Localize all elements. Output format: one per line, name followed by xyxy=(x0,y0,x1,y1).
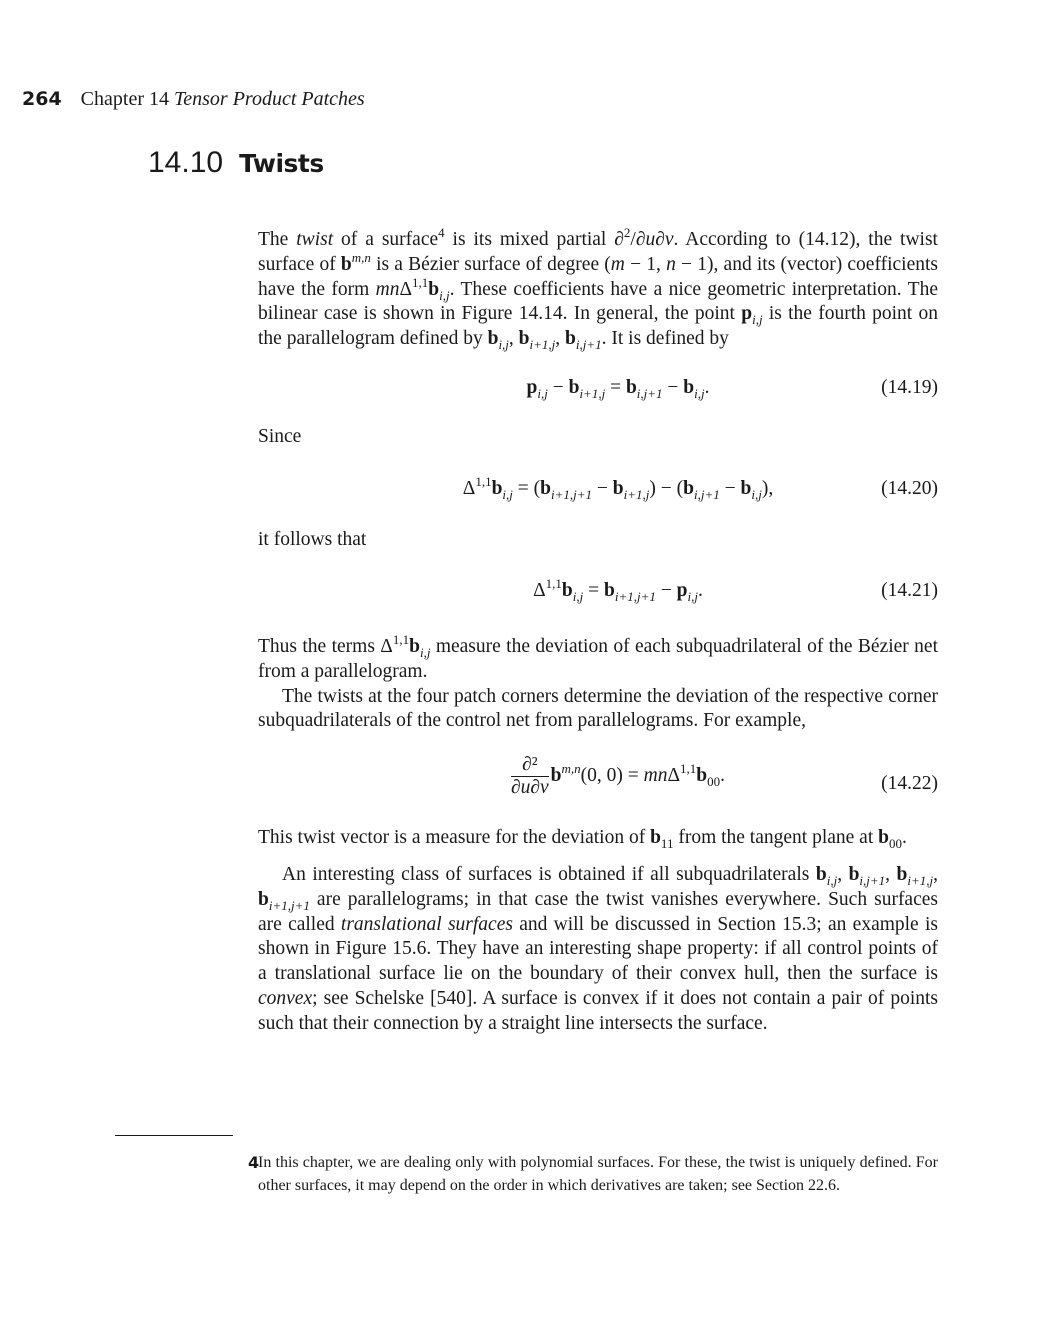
text-run: it follows that xyxy=(258,529,367,551)
text-run: b xyxy=(561,580,573,602)
equation-rhs xyxy=(550,761,726,790)
text-run: n xyxy=(666,253,676,275)
text-run: b xyxy=(878,827,889,849)
text-run: b xyxy=(696,765,708,787)
text-run: b xyxy=(625,376,637,398)
fraction xyxy=(511,754,549,799)
text-run: = xyxy=(583,580,605,602)
section-number: 14.10 xyxy=(148,146,224,179)
text-run: . xyxy=(720,765,726,787)
text-run: − xyxy=(662,376,684,398)
text-run: b xyxy=(740,477,752,499)
equation-expression xyxy=(471,754,725,799)
text-run: − xyxy=(719,477,741,499)
text-run: i,j+1 xyxy=(636,385,663,401)
text-run: b xyxy=(568,376,580,398)
text-run: p xyxy=(526,376,538,398)
text-run: i+1,j xyxy=(623,486,650,502)
text-run: from the tangent plane at xyxy=(673,827,879,849)
text-run: b xyxy=(550,765,562,787)
text-run: m,n xyxy=(561,761,581,777)
text-run: 1,1 xyxy=(392,631,410,647)
text-run: b xyxy=(604,580,615,602)
equation-number: (14.21) xyxy=(881,580,938,602)
text-run: 1,1 xyxy=(545,576,562,592)
body-text xyxy=(258,225,939,1037)
text-run: i+1,j xyxy=(579,385,606,401)
text-run: b xyxy=(340,253,352,275)
text-run: measure the deviation of each subquadrilateral of the Bézier net from a parallelogram. xyxy=(258,635,938,682)
text-run: = xyxy=(605,376,626,398)
text-run: b xyxy=(540,477,552,499)
text-run: Δ xyxy=(462,477,476,499)
text-run: /∂ xyxy=(630,229,646,250)
text-run: = ( xyxy=(512,477,541,499)
equation-14-22 xyxy=(258,754,938,814)
text-run: , xyxy=(555,328,566,350)
text-run: convex xyxy=(258,987,313,1009)
text-run: i+1,j xyxy=(907,872,934,888)
text-run: b xyxy=(848,863,860,885)
text-run: b xyxy=(612,477,624,499)
text-run: . These coefficients have a nice geometric interpretation. The bilinear case is shown in Figure 14.14. In general, the point xyxy=(258,278,938,325)
text-run: − 1), and its (vector) coefficients have the form xyxy=(258,253,938,300)
text-run: is the fourth point on the parallelogram defined by xyxy=(258,303,938,350)
text-run: 1,1 xyxy=(475,473,492,489)
text-run: An interesting class of surfaces is obtained if all subquadrilaterals xyxy=(282,863,816,885)
text-run: This twist vector is a measure for the deviation of xyxy=(258,827,651,849)
text-run: 4 xyxy=(438,225,445,240)
section-title: Twists xyxy=(239,149,324,178)
footnote-rule xyxy=(115,1135,233,1136)
text-run: Δ xyxy=(399,278,413,300)
text-run: i,j xyxy=(498,337,509,353)
equation-number: (14.22) xyxy=(881,773,938,795)
text-run: b xyxy=(428,278,440,300)
text-run: b xyxy=(650,827,661,849)
text-run: b xyxy=(487,328,499,350)
chapter-title: Tensor Product Patches xyxy=(173,88,365,110)
text-run: . xyxy=(902,827,907,849)
text-run: are parallelograms; in that case the twist vanishes everywhere. Such surfaces are called xyxy=(258,888,938,935)
text-run: i,j+1 xyxy=(694,486,720,502)
text-run: i+1,j+1 xyxy=(268,897,310,913)
fraction-denominator: ∂u∂v xyxy=(510,777,549,799)
text-run: b xyxy=(896,863,908,885)
text-run: b xyxy=(258,888,269,910)
text-run: b xyxy=(491,477,503,499)
text-run: twist xyxy=(296,229,334,250)
text-run: i,j xyxy=(537,385,548,401)
text-run: 1,1 xyxy=(412,274,429,290)
text-run: ) − ( xyxy=(649,477,684,499)
text-run: 1,1 xyxy=(680,761,697,777)
equation-expression xyxy=(486,376,709,401)
text-run: , xyxy=(933,863,939,885)
text-run: i,j+1 xyxy=(575,337,602,353)
equation-number: (14.20) xyxy=(881,477,938,499)
text-run: i+1,j+1 xyxy=(614,589,656,605)
text-run: 2 xyxy=(623,225,631,240)
footnote xyxy=(248,1151,938,1197)
text-run: Thus the terms Δ xyxy=(258,635,393,657)
text-run: 00 xyxy=(707,774,721,790)
text-run: − xyxy=(655,580,677,602)
text-run: b xyxy=(409,635,420,657)
text-run: i+1,j+1 xyxy=(551,486,593,502)
text-run: ; see Schelske [540]. A surface is convex if it does not contain a pair of points such that their connection by a straight line intersects the surface. xyxy=(258,987,938,1034)
text-run: Δ xyxy=(667,765,681,787)
text-run: b xyxy=(683,477,695,499)
text-run: . According to (14.12), the twist surface of xyxy=(258,229,938,275)
footnote-mark: 4 xyxy=(248,1153,260,1172)
paragraph xyxy=(258,826,938,851)
text-run: i,j xyxy=(694,385,705,401)
text-run: translational surfaces xyxy=(340,913,513,935)
equation-number: (14.19) xyxy=(881,376,938,398)
running-header xyxy=(22,88,365,111)
text-run: i,j xyxy=(439,287,450,303)
text-run: i,j xyxy=(826,872,838,888)
section-heading xyxy=(148,146,324,180)
equation-expression xyxy=(493,576,703,605)
chapter-label: Chapter 14 xyxy=(80,88,169,110)
text-run: − xyxy=(592,477,613,499)
text-run: Δ xyxy=(533,580,546,602)
text-run: ∂ xyxy=(655,229,665,250)
text-run: i,j xyxy=(419,644,431,660)
footnote-text: In this chapter, we are dealing only with polynomial surfaces. For these, the twist is uniquely defined. For other surfaces, it may depend on the order in which derivatives are taken; see Section 22.6. xyxy=(258,1154,938,1194)
text-run: is a Bézier surface of degree ( xyxy=(370,253,611,275)
paragraph xyxy=(258,425,938,450)
text-run: is its mixed partial ∂ xyxy=(444,229,624,250)
text-run: b xyxy=(683,376,695,398)
text-run: i+1,j xyxy=(529,337,556,353)
text-run: i,j xyxy=(751,486,762,502)
text-run: , xyxy=(837,863,849,885)
text-run: m,n xyxy=(351,249,371,265)
text-run: , xyxy=(885,863,897,885)
text-run: (0, 0) = xyxy=(580,765,644,787)
text-run: . It is defined by xyxy=(601,328,729,350)
text-run: u xyxy=(645,229,656,250)
text-run: b xyxy=(815,863,827,885)
paragraph xyxy=(258,225,938,353)
text-run: i,j xyxy=(687,589,698,605)
text-run: p xyxy=(676,580,688,602)
text-run: i,j xyxy=(752,312,763,328)
equation-expression xyxy=(423,473,774,502)
text-run: i,j+1 xyxy=(859,872,886,888)
text-run: − xyxy=(547,376,569,398)
text-run: and will be discussed in Section 15.3; an example is shown in Figure 15.6. They have an interesting shape property: if all control points of a translational surface lie on the boundary of their convex hull, then the surface is xyxy=(258,913,938,985)
text-run: 11 xyxy=(660,836,674,852)
text-run: v xyxy=(664,229,674,250)
text-run: i,j xyxy=(502,486,513,502)
text-run: ), xyxy=(761,477,774,499)
text-run: 00 xyxy=(889,836,902,852)
text-run: The xyxy=(258,229,297,250)
text-run: . xyxy=(704,376,710,398)
text-run: p xyxy=(741,303,753,325)
paragraph xyxy=(258,863,938,1037)
equation-14-21 xyxy=(258,576,938,605)
text-run: mn xyxy=(375,278,400,300)
equation-14-19 xyxy=(258,376,938,401)
paragraph xyxy=(258,631,938,685)
text-run: m xyxy=(610,253,625,275)
text-run: . xyxy=(698,580,703,602)
text-run: i,j xyxy=(572,589,584,605)
text-run: b xyxy=(565,328,576,350)
text-run: , xyxy=(508,328,519,350)
equation-14-20 xyxy=(258,473,938,502)
text-run: Since xyxy=(258,425,302,447)
text-run: − 1, xyxy=(624,253,667,275)
text-run: The twists at the four patch corners determine the deviation of the respective corner subquadrilaterals of the control net from parallelograms. For example, xyxy=(258,685,938,732)
text-run: of a surface xyxy=(333,229,439,250)
text-run: mn xyxy=(643,765,668,787)
text-run: b xyxy=(518,328,530,350)
fraction-numerator: ∂² xyxy=(511,754,549,777)
paragraph xyxy=(258,528,938,553)
page-number: 264 xyxy=(22,88,62,110)
paragraph xyxy=(258,685,938,735)
